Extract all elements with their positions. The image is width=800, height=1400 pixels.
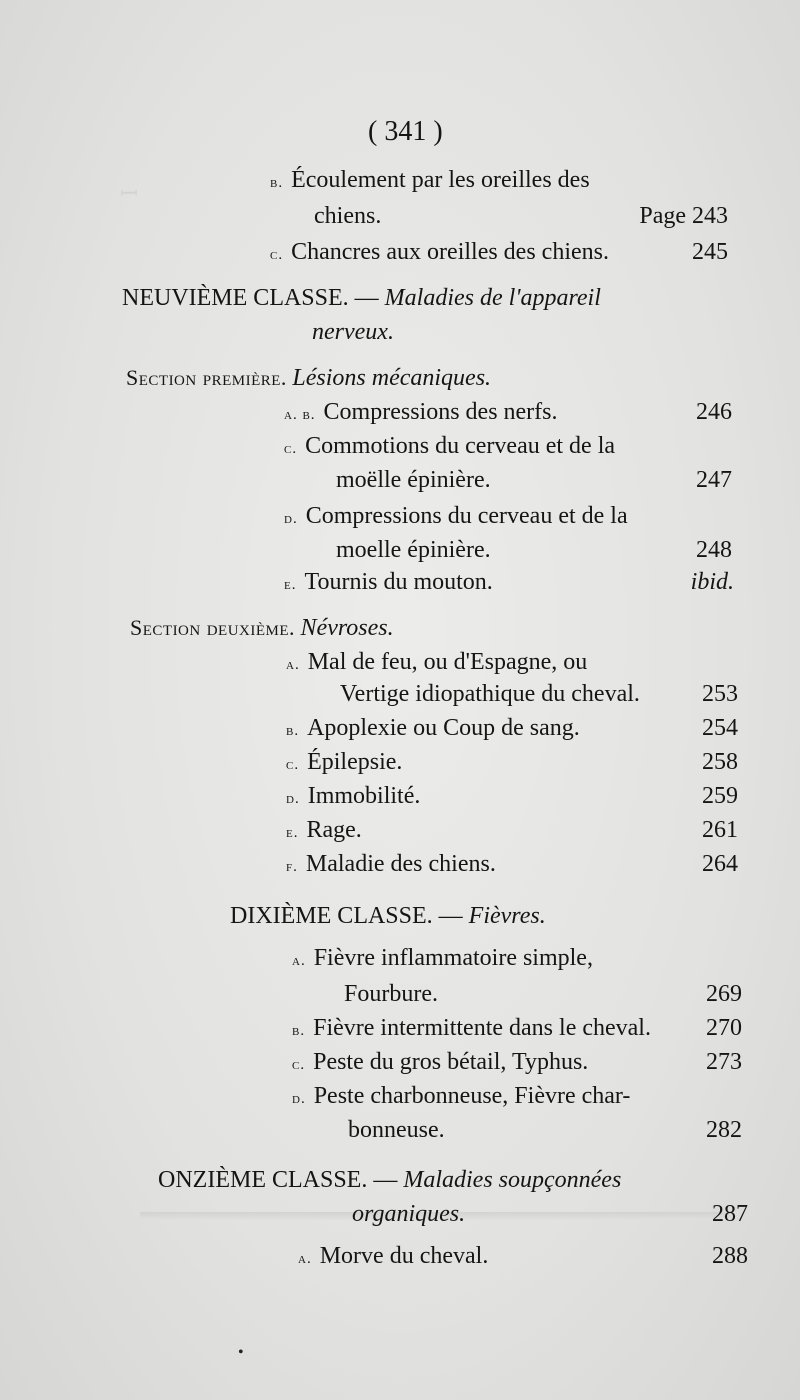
- class-subtitle: Fièvres.: [468, 903, 546, 929]
- entry-continuation: moelle épinière.: [336, 537, 491, 563]
- class-title: DIXIÈME CLASSE. —: [230, 903, 463, 929]
- entry-text: Tournis du mouton.: [304, 569, 493, 595]
- entry-label: a.: [286, 657, 300, 673]
- page-ref: 246: [696, 399, 732, 425]
- entry-text: Chancres aux oreilles des chiens.: [291, 239, 609, 265]
- page-ref: 273: [706, 1049, 742, 1075]
- entry-text: Morve du cheval.: [319, 1243, 489, 1269]
- entry-text: Peste du gros bétail, Typhus.: [313, 1049, 589, 1075]
- entry-text: Fièvre intermittente dans le cheval.: [313, 1015, 651, 1041]
- entry-label: e.: [286, 825, 299, 841]
- entry-d-compressions: [284, 502, 628, 533]
- entry-b-apoplexie: [286, 714, 580, 745]
- entry-label: a. b.: [284, 407, 316, 423]
- page-ref: 248: [696, 537, 732, 563]
- section-subtitle: Névroses.: [300, 615, 394, 641]
- entry-label: b.: [270, 175, 284, 191]
- entry-f-maladie-chiens: [286, 850, 496, 881]
- entry-continuation: chiens.: [314, 203, 382, 229]
- entry-c-chancres: [270, 238, 609, 269]
- entry-text: Immobilité.: [307, 783, 421, 809]
- entry-label: d.: [286, 791, 300, 807]
- page-ref: 261: [702, 817, 738, 843]
- entry-text: Écoulement par les oreilles des: [291, 167, 590, 193]
- page-ref: 247: [696, 467, 732, 493]
- page-ref: 264: [702, 851, 738, 877]
- class-subtitle: Maladies soupçonnées: [403, 1167, 622, 1193]
- section-heading-1: [126, 364, 491, 392]
- entry-text: Épilepsie.: [307, 749, 403, 775]
- page-ref: Page 243: [639, 203, 728, 229]
- entry-continuation: bonneuse.: [348, 1117, 445, 1143]
- section-title: Section deuxième.: [130, 615, 296, 640]
- entry-text: Compressions du cerveau et de la: [305, 503, 628, 529]
- entry-label: d.: [284, 511, 298, 527]
- entry-text: Rage.: [306, 817, 362, 843]
- entry-text: Mal de feu, ou d'Espagne, ou: [307, 649, 588, 675]
- class-heading-11: [158, 1166, 621, 1194]
- entry-c-commotions: [284, 432, 615, 463]
- entry-continuation: Vertige idiopathique du cheval.: [340, 681, 640, 707]
- entry-text: Compressions des nerfs.: [323, 399, 558, 425]
- entry-label: a.: [298, 1251, 312, 1267]
- class-subtitle-continuation: nerveux.: [312, 319, 394, 345]
- page-ref: 258: [702, 749, 738, 775]
- page-ref: 245: [692, 239, 728, 265]
- entry-label: b.: [286, 723, 300, 739]
- page-number: ( 341 ): [368, 116, 443, 147]
- entry-continuation: moëlle épinière.: [336, 467, 491, 493]
- entry-a-b-compressions: [284, 398, 558, 429]
- entry-label: c.: [286, 757, 300, 773]
- page-ref: 259: [702, 783, 738, 809]
- page-ref: 270: [706, 1015, 742, 1041]
- entry-continuation: Fourbure.: [344, 981, 438, 1007]
- entry-text: Apoplexie ou Coup de sang.: [307, 715, 580, 741]
- entry-a-mal-de-feu: [286, 648, 587, 679]
- entry-label: c.: [292, 1057, 306, 1073]
- page-ref: 269: [706, 981, 742, 1007]
- entry-text: Maladie des chiens.: [305, 851, 496, 877]
- class-title: ONZIÈME CLASSE. —: [158, 1167, 398, 1193]
- entry-label: b.: [292, 1023, 306, 1039]
- entry-text: Fièvre inflammatoire simple,: [313, 945, 593, 971]
- entry-label: f.: [286, 859, 298, 875]
- entry-text: Peste charbonneuse, Fièvre char-: [313, 1083, 631, 1109]
- section-heading-2: [130, 614, 394, 642]
- page-ref: ibid.: [690, 569, 734, 595]
- page-ref: 287: [712, 1201, 748, 1227]
- class-subtitle-continuation: organiques.: [352, 1201, 466, 1227]
- entry-label: d.: [292, 1091, 306, 1107]
- entry-c-peste-gros-betail: [292, 1048, 588, 1079]
- class-subtitle: Maladies de l'appareil: [384, 285, 601, 311]
- entry-e-tournis: [284, 568, 493, 599]
- entry-c-epilepsie: [286, 748, 402, 779]
- section-title: Section première.: [126, 365, 287, 390]
- entry-b-fievre-intermittente: [292, 1014, 651, 1045]
- entry-b-ecoulement: [270, 166, 590, 197]
- class-heading-10: [230, 902, 546, 930]
- entry-d-peste-charbonneuse: [292, 1082, 630, 1113]
- entry-a-fievre-inflammatoire: [292, 944, 593, 975]
- page-ref: 288: [712, 1243, 748, 1269]
- page-ref: 254: [702, 715, 738, 741]
- entry-e-rage: [286, 816, 362, 847]
- entry-d-immobilite: [286, 782, 420, 813]
- entry-label: c.: [284, 441, 298, 457]
- class-title: NEUVIÈME CLASSE. —: [122, 285, 379, 311]
- entry-label: a.: [292, 953, 306, 969]
- entry-label: e.: [284, 577, 297, 593]
- page-ref: 282: [706, 1117, 742, 1143]
- section-subtitle: Lésions mécaniques.: [292, 365, 492, 391]
- page-ref: 253: [702, 681, 738, 707]
- bleed-through-text: ꟷ: [120, 181, 138, 206]
- footer-mark: •: [238, 1344, 244, 1361]
- entry-label: c.: [270, 247, 284, 263]
- class-heading-9: [122, 284, 601, 312]
- entry-text: Commotions du cerveau et de la: [305, 433, 616, 459]
- entry-a-morve: [298, 1242, 488, 1273]
